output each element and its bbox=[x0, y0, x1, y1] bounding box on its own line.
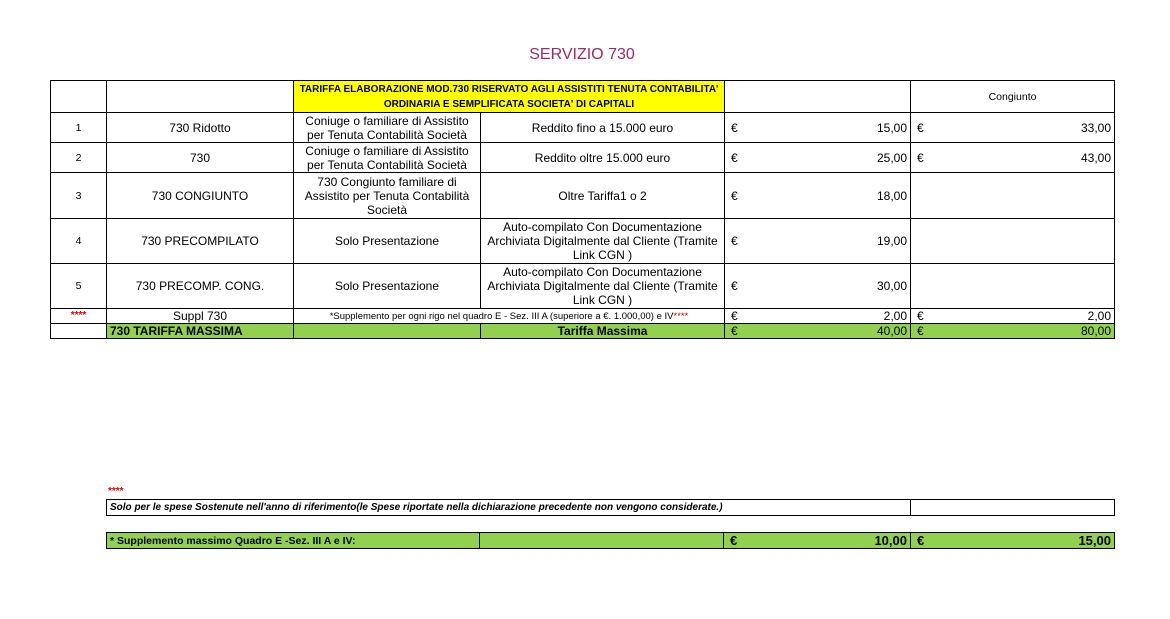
suppl-stars: **** bbox=[51, 309, 107, 324]
table-row bbox=[51, 143, 1115, 173]
max-label2: Tariffa Massima bbox=[481, 324, 725, 339]
supplement-price-cell bbox=[724, 533, 911, 549]
footnote-empty-cell bbox=[911, 500, 1115, 516]
max-empty-cell bbox=[51, 324, 107, 339]
currency-symbol: € bbox=[731, 120, 738, 135]
row-number: 3 bbox=[51, 173, 107, 219]
max-label: 730 TARIFFA MASSIMA bbox=[107, 324, 294, 339]
supplement-max-row bbox=[107, 533, 1115, 549]
suppl-note-cell bbox=[294, 309, 725, 324]
tariff-table bbox=[50, 80, 1115, 339]
suppl-price: 2,00 bbox=[883, 309, 908, 323]
suppl-service: Suppl 730 bbox=[107, 309, 294, 324]
max-price2: 80,00 bbox=[1080, 324, 1112, 338]
supplement-max-table bbox=[106, 532, 1115, 549]
row-price2: 43,00 bbox=[1080, 150, 1112, 165]
table-row bbox=[51, 113, 1115, 143]
currency-symbol: € bbox=[731, 279, 738, 293]
row-price2-cell bbox=[911, 113, 1115, 143]
row-price: 15,00 bbox=[876, 120, 908, 135]
row-price: 30,00 bbox=[876, 279, 908, 293]
row-price-cell bbox=[725, 113, 911, 143]
row-price2-cell bbox=[911, 143, 1115, 173]
row-price2-cell bbox=[911, 173, 1115, 219]
suppl-note-stars: **** bbox=[673, 310, 689, 322]
row-service: 730 PRECOMPILATO bbox=[107, 219, 294, 264]
header-empty-cell bbox=[725, 81, 911, 113]
suppl-row bbox=[51, 309, 1115, 324]
table-row bbox=[51, 219, 1115, 264]
header-empty-cell bbox=[51, 81, 107, 113]
header-empty-cell bbox=[107, 81, 294, 113]
footnote-table bbox=[106, 499, 1115, 516]
currency-symbol: € bbox=[917, 533, 925, 548]
max-price: 40,00 bbox=[876, 324, 908, 338]
row-price-cell bbox=[725, 173, 911, 219]
row-service: 730 bbox=[107, 143, 294, 173]
row-price-cell bbox=[725, 143, 911, 173]
currency-symbol: € bbox=[917, 324, 924, 338]
row-description: Oltre Tariffa1 o 2 bbox=[481, 173, 725, 219]
supplement-price: 10,00 bbox=[874, 533, 907, 548]
max-row bbox=[51, 324, 1115, 339]
footnote-row bbox=[107, 500, 1115, 516]
row-description: Auto-compilato Con Documentazione Archiviata Digitalmente dal Cliente (Tramite Link CGN ) bbox=[481, 219, 725, 264]
table-row bbox=[51, 264, 1115, 309]
supplement-price2: 15,00 bbox=[1078, 533, 1111, 548]
row-number: 1 bbox=[51, 113, 107, 143]
currency-symbol: € bbox=[731, 234, 738, 248]
currency-symbol: € bbox=[731, 309, 738, 323]
row-who: Solo Presentazione bbox=[294, 264, 481, 309]
row-number: 4 bbox=[51, 219, 107, 264]
currency-symbol: € bbox=[917, 309, 924, 323]
row-price2: 33,00 bbox=[1080, 120, 1112, 135]
currency-symbol: € bbox=[731, 188, 738, 203]
row-description: Auto-compilato Con Documentazione Archiviata Digitalmente dal Cliente (Tramite Link CGN ) bbox=[481, 264, 725, 309]
suppl-price2: 2,00 bbox=[1087, 309, 1112, 323]
footnote-stars: **** bbox=[108, 486, 124, 497]
row-description: Reddito oltre 15.000 euro bbox=[481, 143, 725, 173]
row-who: Coniuge o familiare di Assistito per Tenuta Contabilità Società bbox=[294, 143, 481, 173]
row-price-cell bbox=[725, 264, 911, 309]
max-price2-cell bbox=[911, 324, 1115, 339]
congiunto-header: Congiunto bbox=[911, 81, 1115, 113]
suppl-note: *Supplemento per ogni rigo nel quadro E - Sez. III A (superiore a €. 1.000,00) e IV bbox=[329, 310, 674, 322]
row-price2-cell bbox=[911, 264, 1115, 309]
currency-symbol: € bbox=[917, 120, 924, 135]
row-price: 18,00 bbox=[876, 188, 908, 203]
row-number: 5 bbox=[51, 264, 107, 309]
row-description: Reddito fino a 15.000 euro bbox=[481, 113, 725, 143]
suppl-price2-cell bbox=[911, 309, 1115, 324]
footnote-text: Solo per le spese Sostenute nell'anno di riferimento(le Spese riportate nella dichiarazione precedente non vengono considerate.) bbox=[107, 500, 911, 516]
supplement-max-label: * Supplemento massimo Quadro E -Sez. III A e IV: bbox=[107, 533, 480, 549]
supplement-empty-cell bbox=[480, 533, 724, 549]
currency-symbol: € bbox=[731, 150, 738, 165]
row-price: 25,00 bbox=[876, 150, 908, 165]
row-who: 730 Congiunto familiare di Assistito per Tenuta Contabilità Società bbox=[294, 173, 481, 219]
row-service: 730 CONGIUNTO bbox=[107, 173, 294, 219]
tariff-title-cell: TARIFFA ELABORAZIONE MOD.730 RISERVATO AGLI ASSISTITI TENUTA CONTABILITA' ORDINARIA E SEMPLIFICATA SOCIETA' DI CAPITALI bbox=[294, 81, 725, 113]
row-price2-cell bbox=[911, 219, 1115, 264]
header-row bbox=[51, 81, 1115, 113]
currency-symbol: € bbox=[730, 533, 738, 548]
row-price: 19,00 bbox=[876, 234, 908, 248]
page-title: SERVIZIO 730 bbox=[529, 46, 635, 63]
supplement-price2-cell bbox=[911, 533, 1115, 549]
max-price-cell bbox=[725, 324, 911, 339]
row-number: 2 bbox=[51, 143, 107, 173]
max-empty-cell bbox=[294, 324, 481, 339]
suppl-price-cell bbox=[725, 309, 911, 324]
currency-symbol: € bbox=[917, 150, 924, 165]
row-who: Solo Presentazione bbox=[294, 219, 481, 264]
table-row bbox=[51, 173, 1115, 219]
row-service: 730 PRECOMP. CONG. bbox=[107, 264, 294, 309]
currency-symbol: € bbox=[731, 324, 738, 338]
row-who: Coniuge o familiare di Assistito per Tenuta Contabilità Società bbox=[294, 113, 481, 143]
row-service: 730 Ridotto bbox=[107, 113, 294, 143]
row-price-cell bbox=[725, 219, 911, 264]
